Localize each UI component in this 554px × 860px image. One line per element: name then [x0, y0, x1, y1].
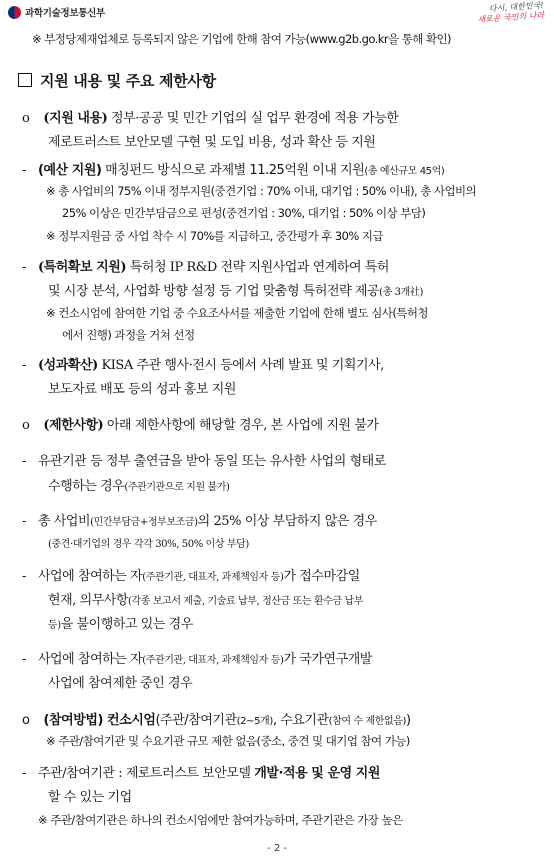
sub: 등) [48, 620, 61, 631]
text: KISA 주관 행사·전시 등에서 사례 발표 및 기획기사, [97, 358, 384, 373]
notice-debarred: ※ 부정당제재업체로 등록되지 않은 기업에 한해 참여 가능(www.g2b.go.kr을 통해 확인) [32, 32, 451, 46]
sub: (2~5개) [236, 716, 273, 727]
bullet-dash: - [22, 652, 26, 667]
text: 매칭펀드 방식으로 과제별 11.25억원 이내 지원 [101, 163, 365, 178]
label-support-content: (지원 내용) [43, 111, 108, 126]
bullet-dash: - [22, 163, 26, 178]
text: 수행하는 경우 [48, 479, 125, 494]
label-budget: (예산 지원) [37, 163, 102, 178]
text: 가 국가연구개발 [283, 652, 372, 667]
sub: (각종 보고서 제출, 기술료 납부, 정산금 또는 환수금 납부 [128, 596, 364, 607]
line-support-content-2: 제로트러스트 보안모델 구현 및 도입 비용, 성과 확산 등 지원 [48, 135, 376, 150]
text: 의 25% 이상 부담하지 않은 경우 [197, 514, 377, 529]
text: , 수요기관 [272, 713, 329, 728]
text: 유관기관 등 정부 출연금을 받아 동일 또는 유사한 사업의 형태로 [37, 454, 386, 469]
restriction-1-line-2 [48, 475, 230, 494]
bullet-dash: - [22, 766, 26, 781]
bullet-dash: - [22, 454, 26, 469]
sub: (총 예산규모 45억) [364, 166, 445, 177]
line-performance-2: 보도자료 배포 등의 성과 홍보 지원 [48, 382, 236, 397]
bullet-dash: - [22, 358, 26, 373]
text: 사업에 참여하는 자 [37, 652, 143, 667]
item-lead-participants [22, 762, 380, 781]
item-support-content [22, 107, 398, 126]
lead-participants-line-2: 할 수 있는 기업 [48, 790, 132, 805]
bullet-dash: - [22, 514, 26, 529]
sub: (주관기관으로 지원 불가) [124, 482, 230, 493]
ministry-logo [8, 5, 105, 19]
note-lead-participants: ※ 주관/참여기관은 하나의 컨소시엄에만 참여가능하며, 주관기관은 가장 높은 [38, 813, 403, 827]
line-patent-2 [48, 280, 423, 299]
slogan-line-1: 다시, 대한민국! [488, 0, 544, 14]
taegeuk-emblem-icon [8, 6, 21, 19]
note-patent-1: ※ 컨소시엄에 참여한 기업 중 수요조사서를 제출한 기업에 한해 별도 심사(특허청 [46, 306, 428, 320]
text: 주관/참여기관 : 제로트러스트 보안모델 [37, 766, 255, 781]
label-restrictions: (제한사항) [43, 418, 104, 433]
sub: (주관기관, 대표자, 과제책임자 등) [142, 572, 284, 583]
text: 특허청 IP R&D 전략 지원사업과 연계하여 특허 [126, 260, 390, 275]
text: (주관/참여기관 [155, 713, 237, 728]
text: 사업에 참여하는 자 [37, 569, 143, 584]
section-title-text: 지원 내용 및 주요 제한사항 [40, 72, 216, 90]
label-performance: (성과확산) [37, 358, 98, 373]
page-header [0, 0, 554, 30]
text: 가 접수마감일 [283, 569, 360, 584]
item-restrictions [22, 414, 379, 433]
restriction-4 [22, 648, 372, 667]
section-title [18, 70, 216, 91]
sub: (참여 수 제한없음) [328, 716, 407, 727]
sub: (주관기관, 대표자, 과제책임자 등) [142, 655, 284, 666]
item-budget-support [22, 159, 444, 178]
restriction-3-line-2 [48, 589, 363, 608]
note-participation: ※ 주관/참여기관 및 수요기관 규모 제한 없음(중소, 중견 및 대기업 참여 가능) [46, 734, 410, 748]
bullet-dash: - [22, 260, 26, 275]
label-patent: (특허확보 지원) [37, 260, 127, 275]
item-participation [22, 709, 411, 728]
ministry-name: 과학기술정보통신부 [25, 8, 105, 19]
restriction-1 [22, 450, 386, 469]
text: 총 사업비 [37, 514, 91, 529]
note-budget-3: ※ 정부지원금 중 사업 착수 시 70%를 지급하고, 중간평가 후 30% 지급 [46, 229, 384, 243]
note-budget-2: 25% 이상은 민간부담금으로 편성(중견기업 : 30%, 대기업 : 50% 이상 부담) [62, 206, 426, 220]
text: ) [406, 713, 411, 728]
note-patent-2: 에서 진행) 과정을 거쳐 선정 [62, 328, 195, 342]
item-performance [22, 354, 384, 373]
sub: (민간부담금+정부보조금) [90, 517, 198, 528]
text: 현재, 의무사항 [48, 593, 129, 608]
checkbox-square-icon [18, 73, 32, 87]
bullet-dash: - [22, 569, 26, 584]
item-patent-support [22, 256, 389, 275]
restriction-4-line-2: 사업에 참여제한 중인 경우 [48, 676, 193, 691]
note-budget-1: ※ 총 사업비의 75% 이내 정부지원(중견기업 : 70% 이내, 대기업 : 50% 이내), 총 사업비의 [46, 184, 477, 198]
text: 을 불이행하고 있는 경우 [60, 617, 193, 632]
text: 정부·공공 및 민간 기업의 실 업무 환경에 적용 가능한 [107, 111, 399, 126]
sub: (총 3개社) [379, 287, 423, 298]
bullet-o: o [22, 713, 30, 728]
text: 및 시장 분석, 사업화 방향 설정 등 기업 맞춤형 특허전략 제공 [48, 284, 380, 299]
slogan-line-2: 새로운 국민의 나라 [477, 10, 545, 25]
text: 아래 제한사항에 해당할 경우, 본 사업에 지원 불가 [103, 418, 379, 433]
restriction-2 [22, 510, 377, 529]
bullet-o: o [22, 111, 30, 126]
page-number: - 2 - [267, 843, 287, 854]
bold-text: 개발·적용 및 운영 지원 [254, 766, 380, 781]
bullet-o: o [22, 418, 30, 433]
restriction-3 [22, 565, 360, 584]
label-participation: (참여방법) 컨소시엄 [43, 713, 156, 728]
restriction-2-line-2: (중견·대기업의 경우 각각 30%, 50% 이상 부담) [48, 539, 249, 550]
slogan-logo [473, 1, 544, 26]
restriction-3-line-3 [48, 613, 193, 632]
